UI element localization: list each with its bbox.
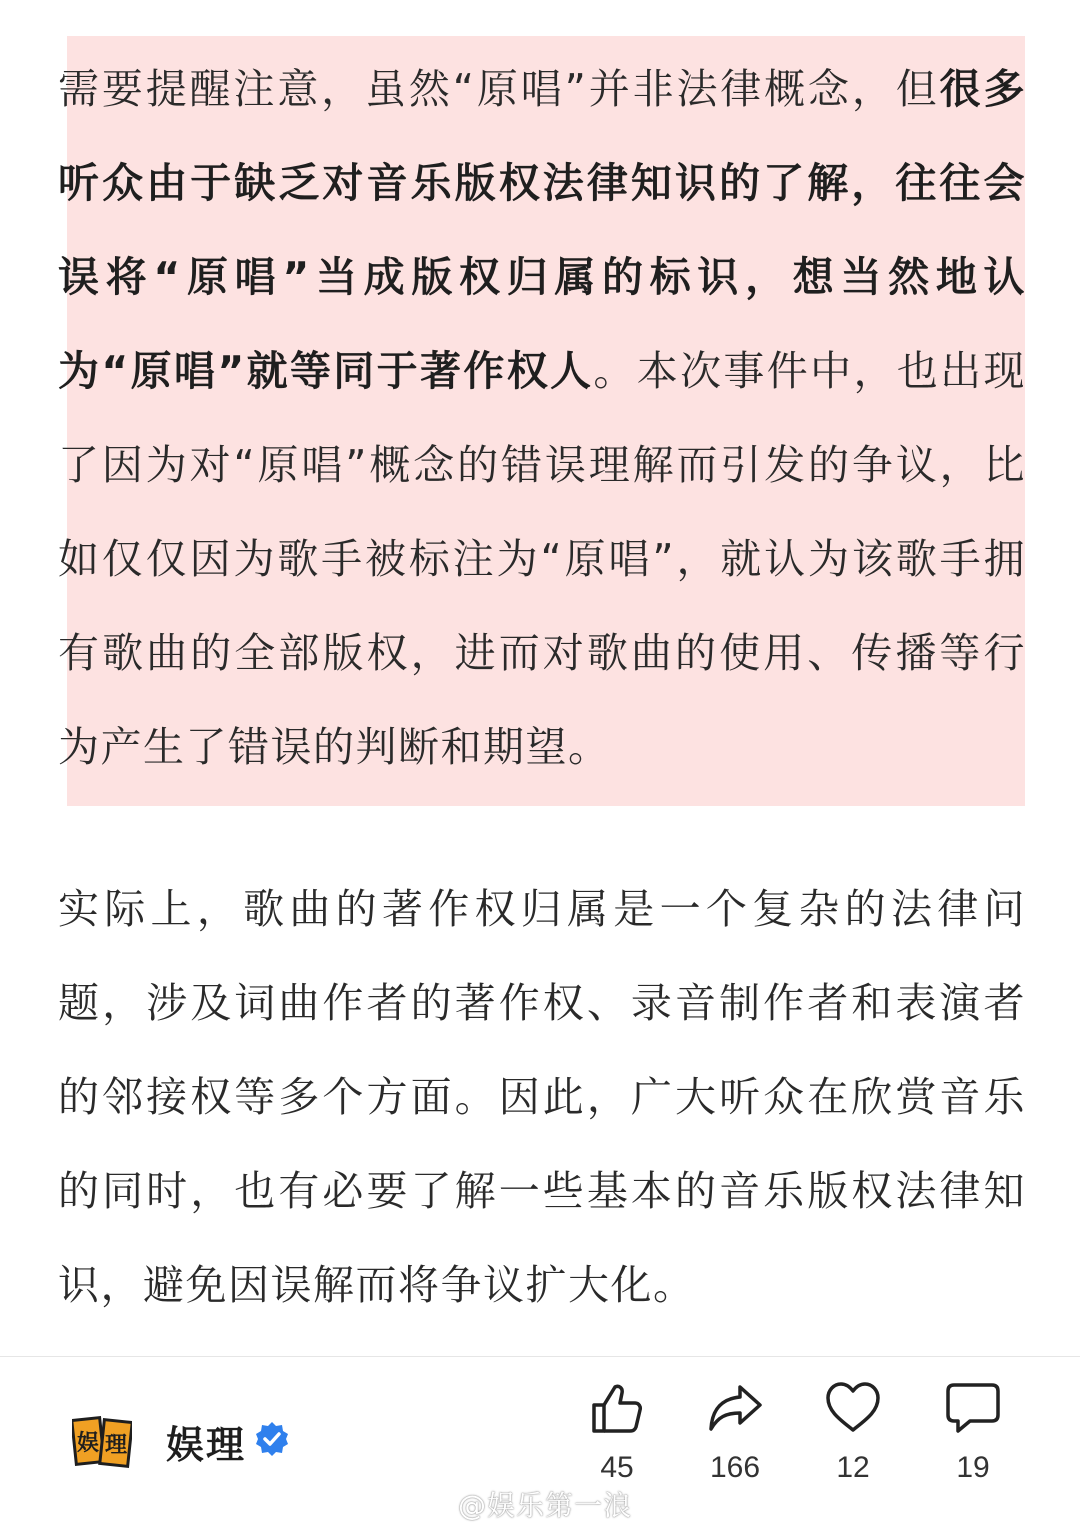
watermark: @娱乐第一浪 [458,1489,633,1522]
verified-badge-icon [254,1421,290,1457]
svg-text:理: 理 [104,1433,128,1458]
favorite-button[interactable] [798,1379,908,1485]
like-count: 45 [600,1451,634,1484]
share-icon [706,1379,764,1437]
share-count: 166 [709,1451,761,1484]
favorite-count: 12 [836,1451,870,1484]
like-button[interactable] [562,1379,672,1485]
comment-icon [944,1379,1002,1437]
paragraph-text: 。本次事件中，也出现了因为对“原唱”概念的错误理解而引发的争议，比如仅仅因为歌手被标注为“原唱”，就认为该歌手拥有歌曲的全部版权，进而对歌曲的使用、传播等行为产生了错误的判断和期望。 [58,347,1026,771]
article-paragraph-1 [58,42,1026,794]
author-avatar[interactable] [72,1413,132,1471]
paragraph-text: 需要提醒注意，虽然“原唱”并非法律概念，但 [58,65,940,113]
comment-count: 19 [956,1451,990,1484]
svg-text:娱: 娱 [76,1431,100,1456]
share-button[interactable] [680,1379,790,1485]
author-name[interactable]: 娱理 [166,1423,247,1467]
article-paragraph-2: 实际上，歌曲的著作权归属是一个复杂的法律问题，涉及词曲作者的著作权、录音制作者和表演者的邻接权等多个方面。因此，广大听众在欣赏音乐的同时，也有必要了解一些基本的音乐版权法律知识，避免因误解而将争议扩大化。 [58,885,1026,1309]
comment-button[interactable] [918,1379,1028,1485]
paragraph-bold-text: 很多听众由于缺乏对音乐版权法律知识的了解，往往会误将“原唱”当成版权归属的标识，想当然地认为“原唱”就等同于著作权人 [58,65,1027,395]
thumbs-up-icon [588,1379,646,1437]
heart-icon [824,1379,882,1437]
